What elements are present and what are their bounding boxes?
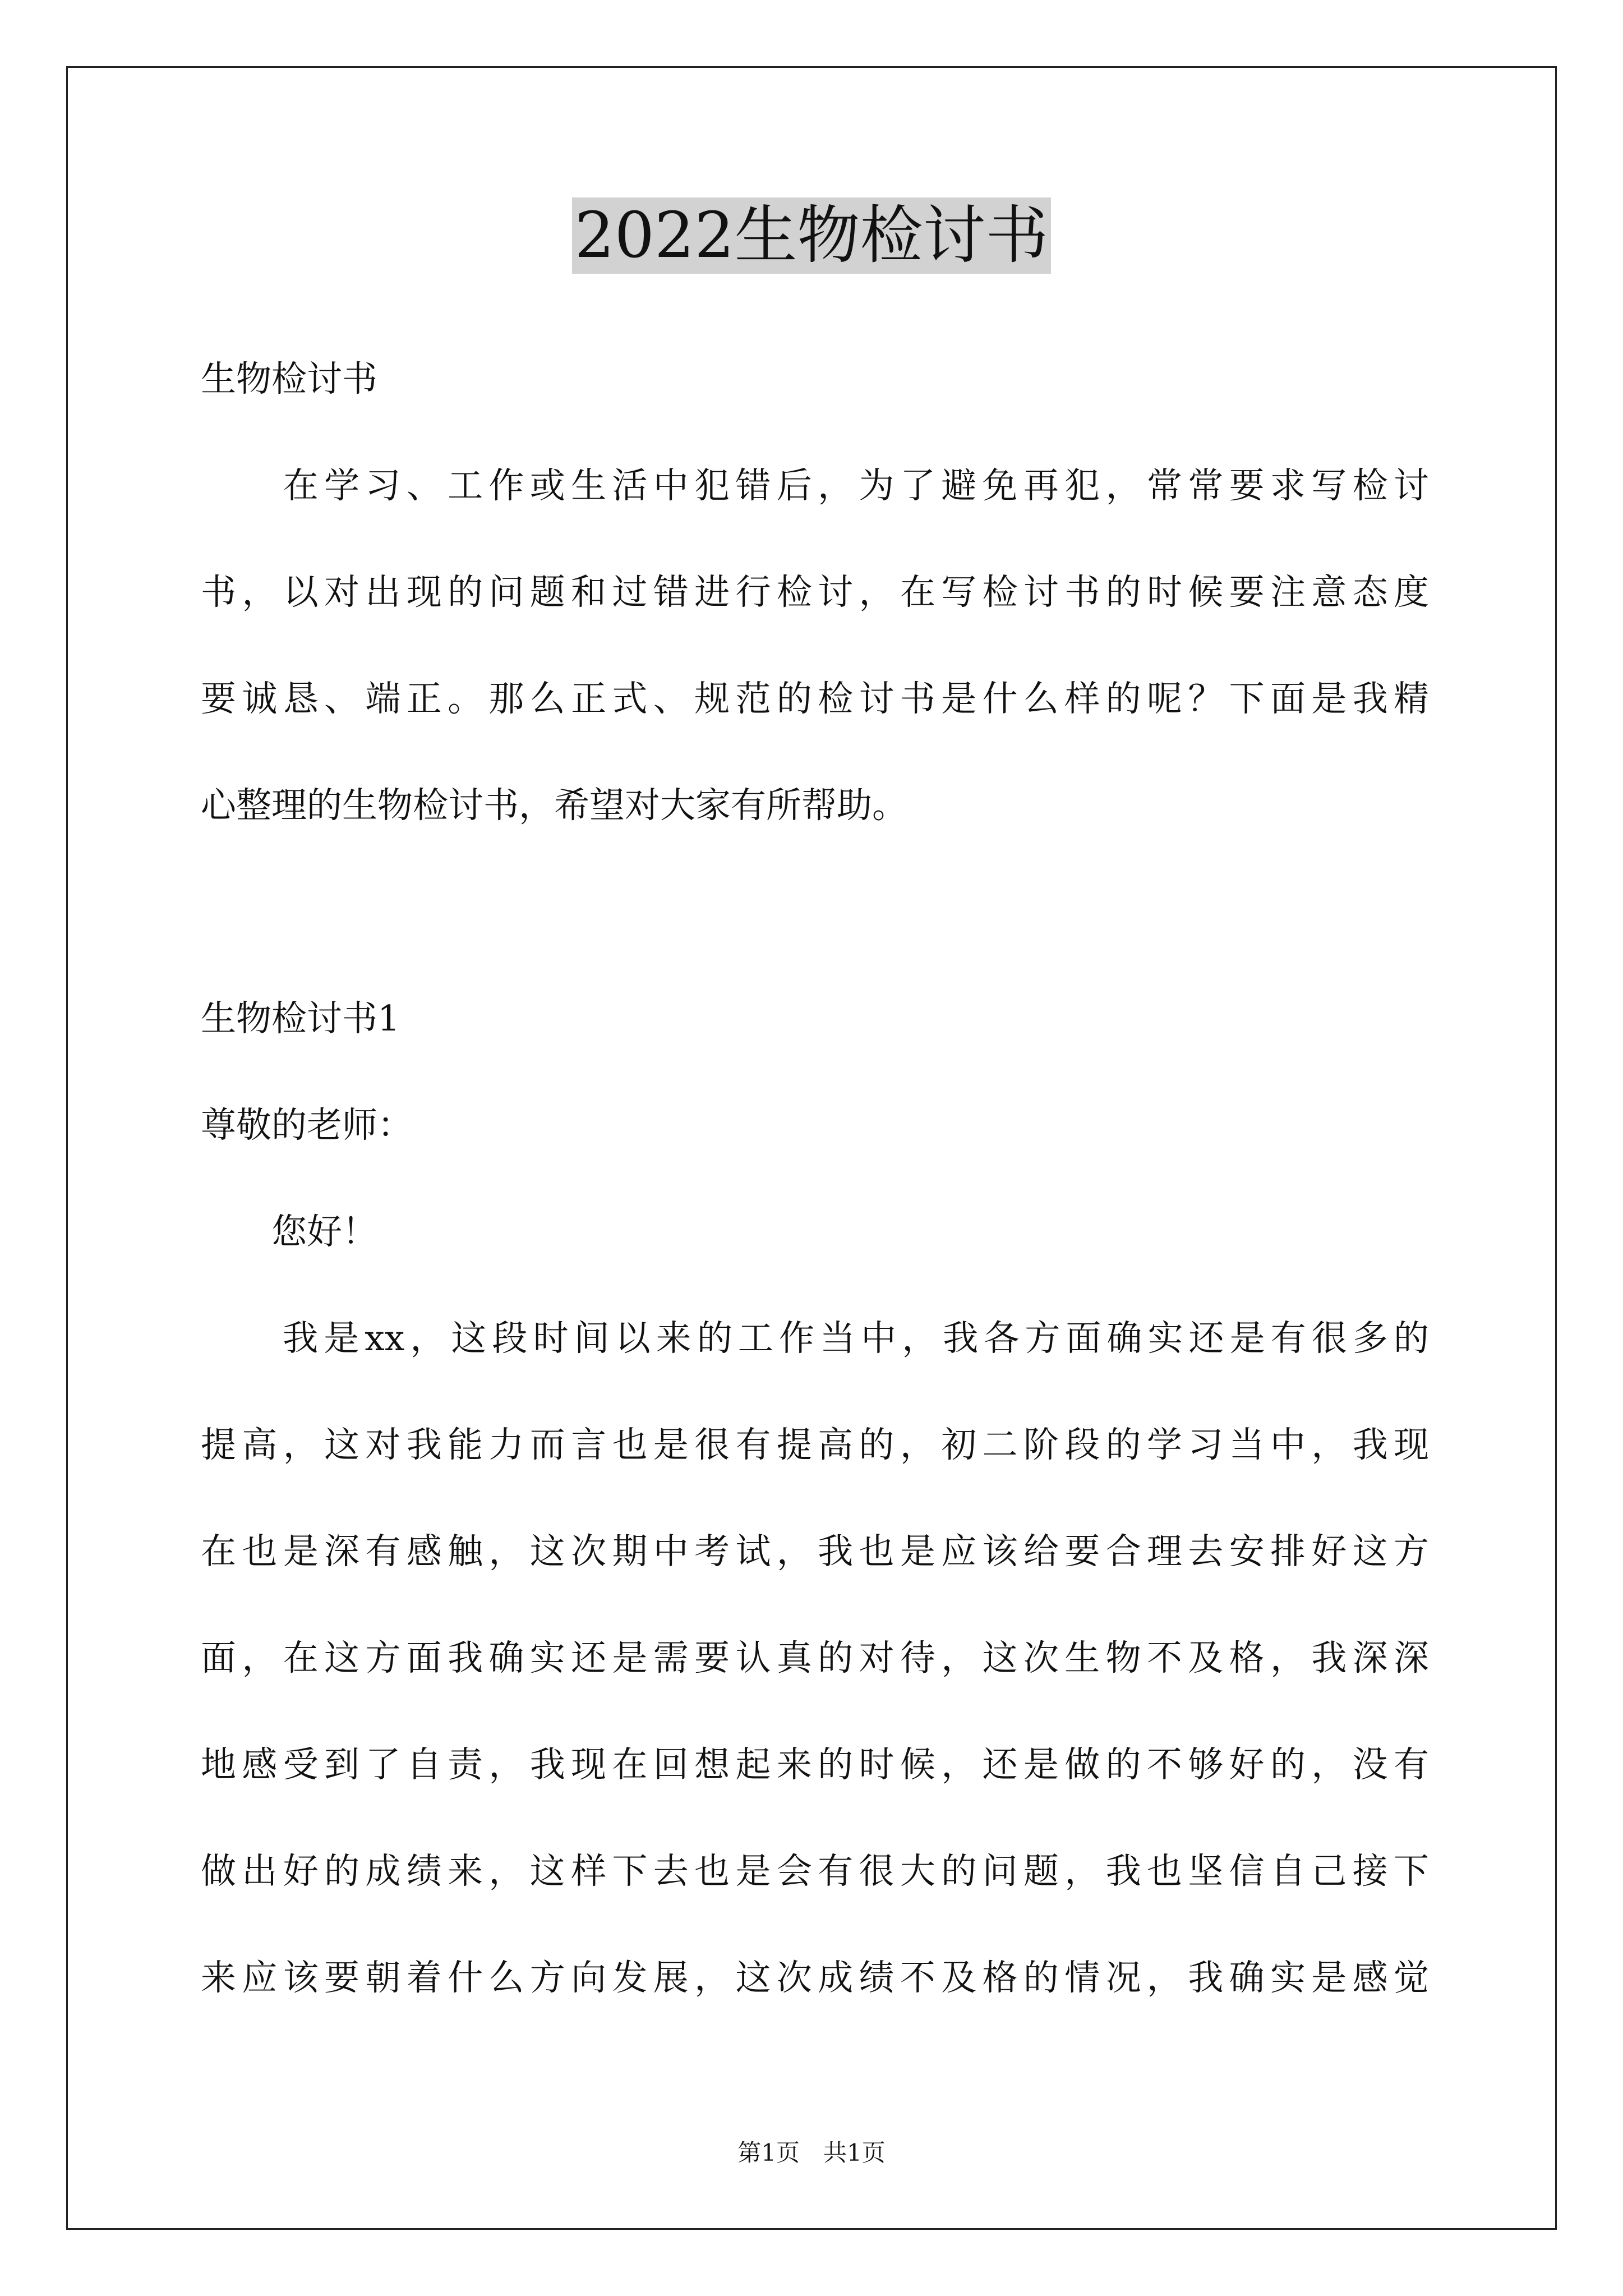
intro-line: 在学习、工作或生活中犯错后，为了避免再犯，常常要求写检讨 [201,465,1429,506]
greeting: 您好！ [201,1211,377,1252]
body-line: 在也是深有感触，这次期中考试，我也是应该给要合理去安排好这方 [201,1531,1429,1572]
body-line: 我是xx，这段时间以来的工作当中，我各方面确实还是有很多的 [201,1318,1429,1359]
intro-line: 书，以对出现的问题和过错进行检讨，在写检讨书的时候要注意态度 [201,572,1429,613]
subheading: 生物检讨书1 [201,998,400,1039]
heading: 生物检讨书 [201,358,377,399]
intro-line: 要诚恳、端正。那么正式、规范的检讨书是什么样的呢？下面是我精 [201,678,1429,719]
intro-line: 心整理的生物检讨书，希望对大家有所帮助。 [201,785,907,826]
body-line: 面，在这方面我确实还是需要认真的对待，这次生物不及格，我深深 [201,1637,1429,1678]
body-line: 提高，这对我能力而言也是很有提高的，初二阶段的学习当中，我现 [201,1424,1429,1465]
body-line: 来应该要朝着什么方向发展，这次成绩不及格的情况，我确实是感觉 [201,1957,1429,1998]
salutation: 尊敬的老师： [201,1105,413,1145]
page-footer: 第1页 共1页 [737,2139,886,2166]
document-title: 2022生物检讨书 [572,197,1050,274]
body-line: 做出好的成绩来，这样下去也是会有很大的问题，我也坚信自己接下 [201,1851,1429,1892]
body-line: 地感受到了自责，我现在回想起来的时候，还是做的不够好的，没有 [201,1744,1429,1785]
title-container [0,197,1623,274]
